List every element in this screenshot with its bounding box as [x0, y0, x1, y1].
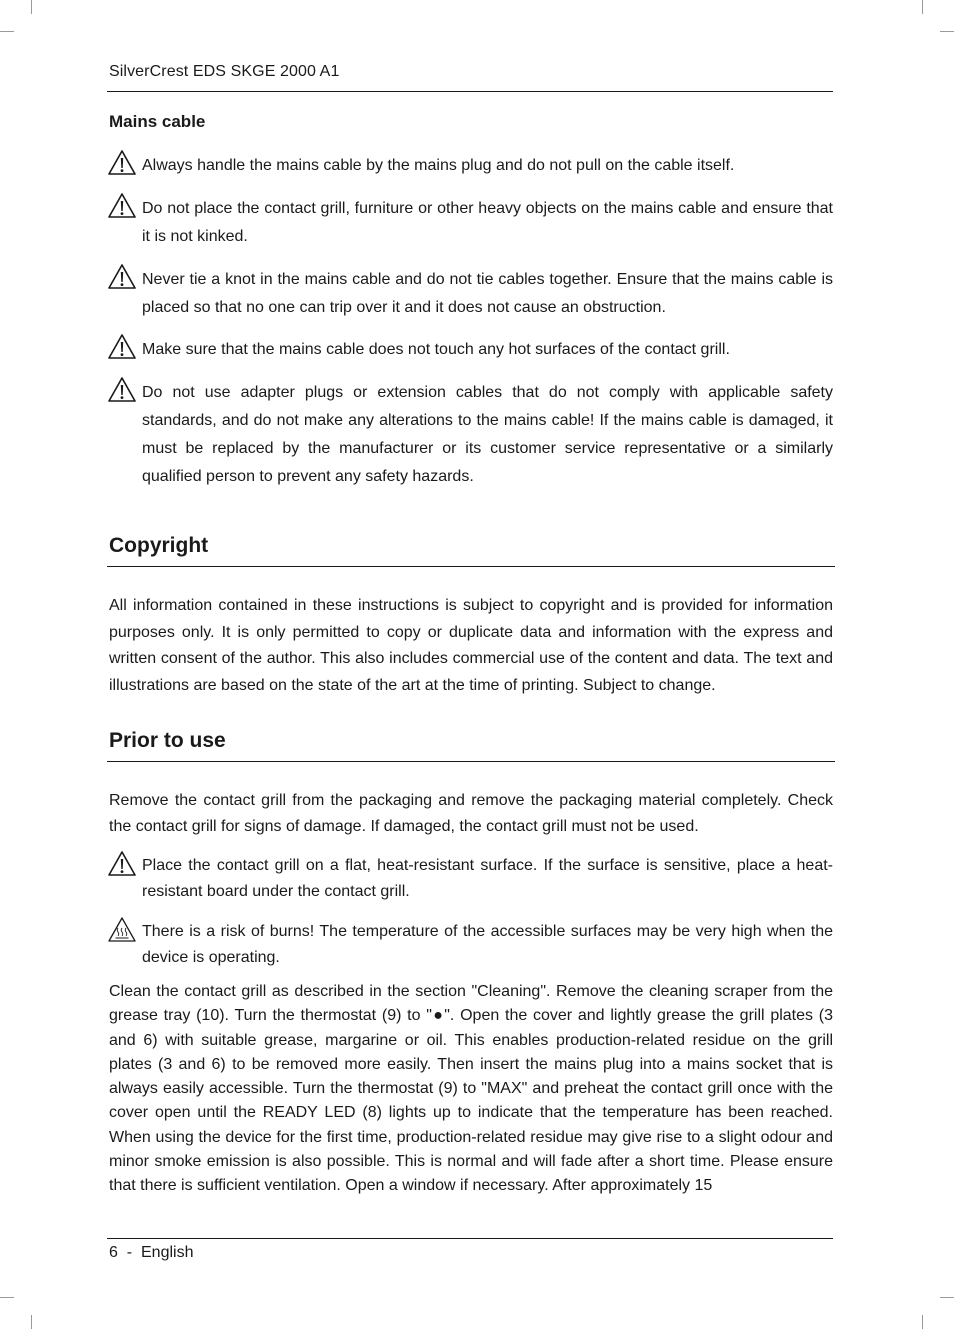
warning-text: Place the contact grill on a flat, heat-resistant surface. If the surface is sensitive, place a heat-resistant board under the contact grill. [142, 857, 833, 900]
warning-item [107, 919, 833, 971]
prior-to-use-cleaning: Clean the contact grill as described in the section "Cleaning". Remove the cleaning scraper from the grease tray (10). Turn the thermostat (9) to "●". Open the cover and lightly grease the grill plates (3 and 6) with suitable grease, margarine or oil. This enables production-related residue on the grill plates (3 and 6) to be removed more easily. Then insert the mains plug into a mains socket that is always easily accessible. Turn the thermostat (9) to "MAX" and preheat the contact grill once with the cover open until the READY LED (8) lights up to indicate that the temperature has been reached. When using the device for the first time, production-related residue may give rise to a slight odour and minor smoke emission is also possible. This is normal and will fade after a short time. Please ensure that there is sufficient ventilation. Open a window if necessary. After approximately 15 [109, 983, 833, 1195]
section-rule [107, 566, 835, 567]
warning-text: Make sure that the mains cable does not touch any hot surfaces of the contact grill. [142, 341, 730, 358]
warning-text: Do not use adapter plugs or extension cables that do not comply with applicable safety standards, and do not make any alterations to the mains cable! If the mains cable is damaged, it must be replaced by the manufacturer or its customer service representative or a similarly qualified person to prevent any safety hazards. [142, 384, 833, 485]
prior-to-use-intro: Remove the contact grill from the packaging and remove the packaging material completely. Check the contact grill for signs of damage. If damaged, the contact grill must not be used. [109, 792, 833, 835]
crop-mark [922, 1315, 923, 1329]
crop-mark [31, 0, 32, 14]
prior-to-use-heading: Prior to use [109, 729, 226, 752]
warning-triangle-icon [107, 192, 137, 219]
warning-item [107, 379, 833, 491]
warning-text: Do not place the contact grill, furniture or other heavy objects on the mains cable and ensure that it is not kinked. [142, 200, 833, 245]
copyright-body: All information contained in these instructions is subject to copyright and is provided for information purposes only. It is only permitted to copy or duplicate data and information with the express and written consent of the author. This also includes commercial use of the content and data. The text and illustrations are based on the state of the art at the time of printing. Subject to change. [109, 597, 833, 694]
crop-mark [940, 31, 954, 32]
crop-mark [0, 31, 14, 32]
copyright-heading: Copyright [109, 534, 209, 557]
page-header-title: SilverCrest EDS SKGE 2000 A1 [109, 63, 340, 80]
page-footer: 6 - English [109, 1244, 194, 1261]
warning-text: Always handle the mains cable by the mains plug and do not pull on the cable itself. [142, 157, 735, 174]
warning-triangle-icon [107, 149, 137, 176]
warning-text: There is a risk of burns! The temperature of the accessible surfaces may be very high when the device is operating. [142, 923, 833, 966]
warning-item [107, 336, 833, 364]
mains-cable-heading: Mains cable [109, 112, 206, 131]
warning-text: Never tie a knot in the mains cable and do not tie cables together. Ensure that the mains cable is placed so that no one can trip over it and it does not cause an obstruction. [142, 271, 833, 316]
warning-item [107, 152, 833, 180]
header-rule [107, 91, 833, 92]
warning-item [107, 266, 833, 322]
warning-item [107, 853, 833, 905]
crop-mark [940, 1297, 954, 1298]
section-rule [107, 761, 835, 762]
warning-triangle-icon [107, 850, 137, 877]
crop-mark [922, 0, 923, 14]
warning-triangle-icon [107, 263, 137, 290]
crop-mark [31, 1315, 32, 1329]
footer-rule [107, 1238, 833, 1239]
hot-surface-icon [107, 916, 137, 943]
warning-triangle-icon [107, 376, 137, 403]
warning-item [107, 195, 833, 251]
crop-mark [0, 1297, 14, 1298]
warning-triangle-icon [107, 333, 137, 360]
